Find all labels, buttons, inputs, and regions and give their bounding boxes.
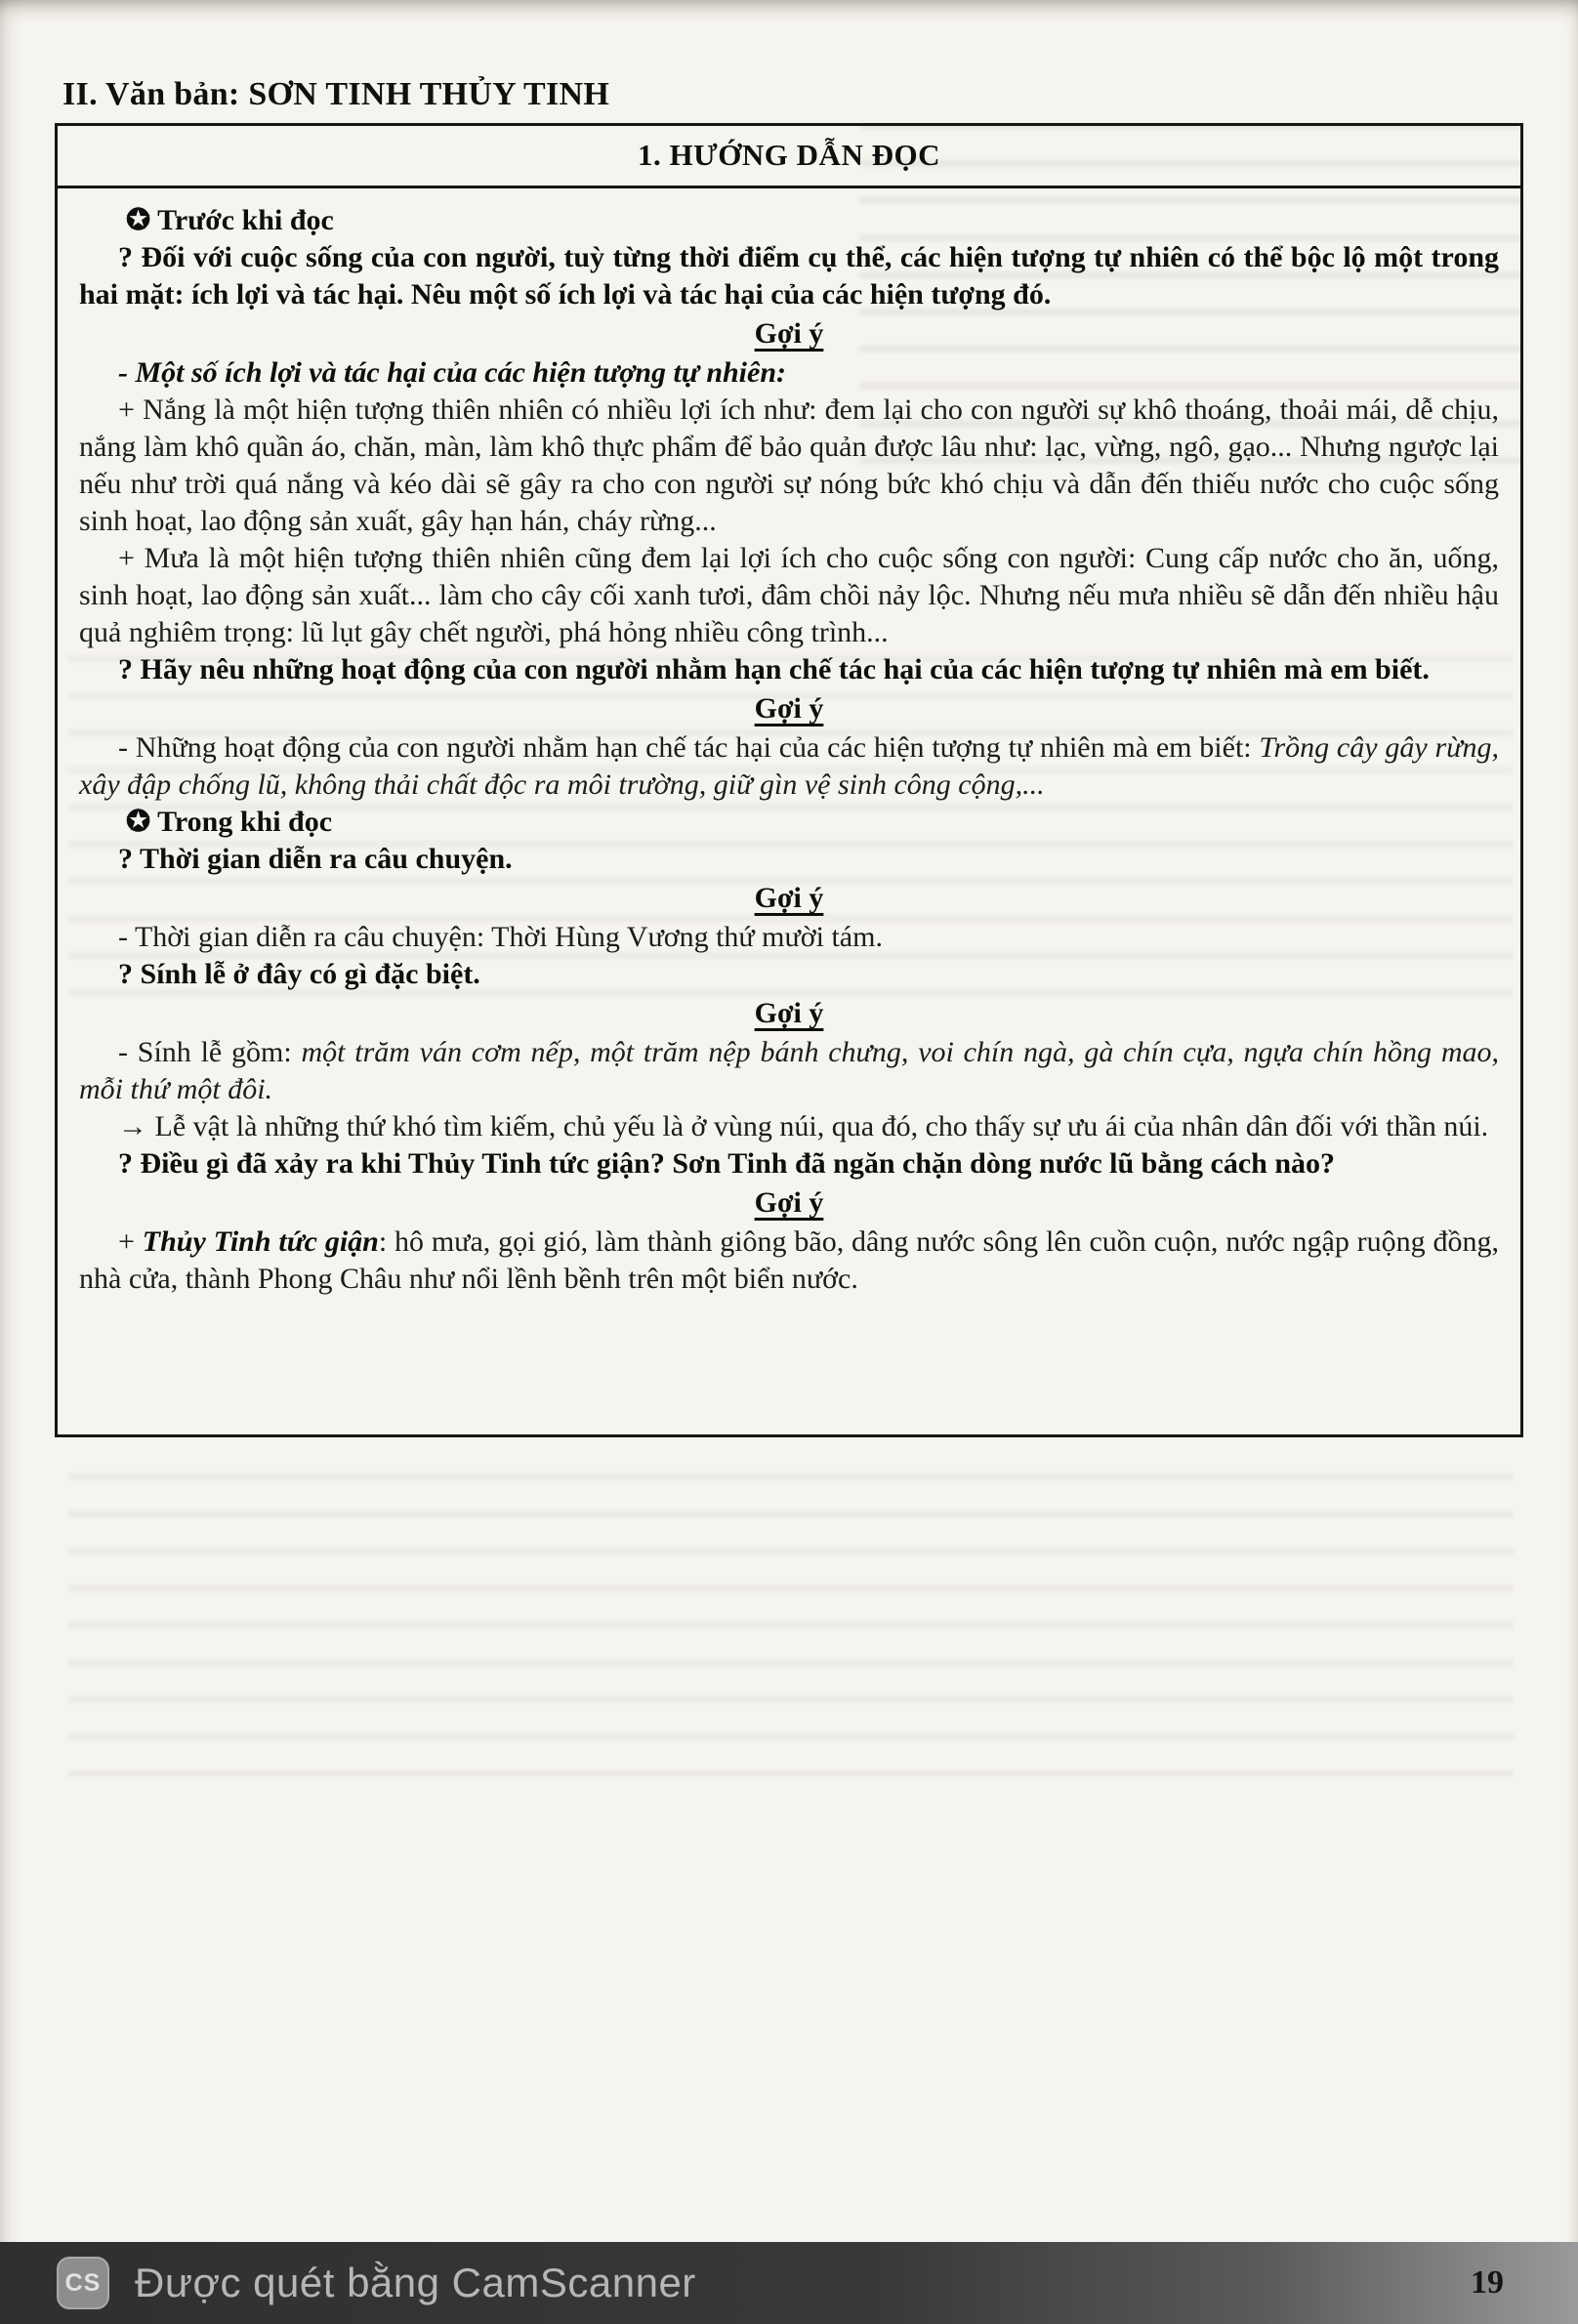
section-title: II. Văn bản: SƠN TINH THỦY TINH (62, 76, 610, 112)
answer-rest: : hô mưa, gọi gió, làm thành giông bão, dâng nước sông lên cuồn cuộn, nước ngập ruộng đồng, nhà cửa, thành Phong Châu như nổi lềnh bềnh trên một biển nước. (79, 1225, 1499, 1295)
answer-heading: - Một số ích lợi và tác hại của các hiện tượng tự nhiên: (118, 356, 787, 389)
answer-paragraph (79, 729, 1499, 804)
camscanner-bar (0, 2242, 1578, 2324)
answer-italic: một trăm ván cơm nếp, một trăm nệp bánh chưng, voi chín ngà, gà chín cựa, ngựa chín hồng mao, mỗi thứ một đôi. (79, 1036, 1499, 1105)
answer-paragraph (79, 1034, 1499, 1108)
hint-heading: Gợi ý (754, 882, 824, 914)
answer-lead: - Sính lễ gồm: (118, 1036, 302, 1068)
box-title: 1. HƯỚNG DẪN ĐỌC (58, 126, 1520, 188)
answer-lead: + (118, 1225, 143, 1258)
answer-italic: Trồng cây gây rừng, xây đập chống lũ, không thải chất độc ra môi trường, giữ gìn vệ sinh công cộng,... (79, 731, 1499, 801)
bleedthrough-texture (68, 1465, 1514, 1777)
during-reading-marker: ✪ Trong khi đọc (126, 806, 333, 838)
camscanner-watermark-text: Được quét bằng CamScanner (135, 2260, 696, 2305)
hint-heading: Gợi ý (754, 317, 824, 350)
question-paragraph: ? Sính lễ ở đây có gì đặc biệt. (118, 958, 480, 990)
camscanner-logo-icon: CS (57, 2257, 109, 2309)
answer-paragraph: + Nắng là một hiện tượng thiên nhiên có nhiều lợi ích như: đem lại cho con người sự khô thoáng, thoải mái, dễ chịu, nắng làm khô quần áo, chăn, màn, làm khô thực phẩm để bảo quản được lâu như: lạc, vừng, ngô, gạo... Nhưng ngược lại nếu như trời quá nắng và kéo dài sẽ gây ra cho con người sự nóng bức khó chịu và dẫn đến thiếu nước cho cuộc sống sinh hoạt, lao động sản xuất, gây hạn hán, cháy rừng... (79, 394, 1499, 537)
answer-term: Thủy Tinh tức giận (142, 1225, 379, 1258)
page-number: 19 (1471, 2264, 1504, 2301)
reading-guide-box (55, 123, 1523, 1437)
conclusion-paragraph: → Lễ vật là những thứ khó tìm kiếm, chủ yếu là ở vùng núi, qua đó, cho thấy sự ưu ái của nhân dân đối với thần núi. (118, 1110, 1489, 1142)
before-reading-marker: ✪ Trước khi đọc (126, 204, 334, 236)
hint-heading: Gợi ý (754, 1186, 824, 1219)
question-paragraph: ? Thời gian diễn ra câu chuyện. (118, 843, 513, 875)
question-paragraph: ? Hãy nêu những hoạt động của con người nhằm hạn chế tác hại của các hiện tượng tự nhiên mà em biết. (118, 653, 1430, 685)
answer-paragraph: - Thời gian diễn ra câu chuyện: Thời Hùng Vương thứ mười tám. (118, 921, 883, 953)
answer-paragraph (79, 1224, 1499, 1298)
guide-content (58, 188, 1520, 1323)
hint-heading: Gợi ý (754, 692, 824, 725)
hint-heading: Gợi ý (754, 997, 824, 1029)
question-paragraph: ? Đối với cuộc sống của con người, tuỳ từng thời điểm cụ thể, các hiện tượng tự nhiên có thể bộc lộ một trong hai mặt: ích lợi và tác hại. Nêu một số ích lợi và tác hại của các hiện tượng đó. (79, 241, 1499, 311)
answer-lead: - Những hoạt động của con người nhằm hạn chế tác hại của các hiện tượng tự nhiên mà em biết: (118, 731, 1260, 764)
answer-paragraph: + Mưa là một hiện tượng thiên nhiên cũng đem lại lợi ích cho cuộc sống con người: Cung cấp nước cho ăn, uống, sinh hoạt, lao động sản xuất... làm cho cây cối xanh tươi, đâm chồi nảy lộc. Nhưng nếu mưa nhiều sẽ dẫn đến nhiều hậu quả nghiêm trọng: lũ lụt gây chết người, phá hỏng nhiều công trình... (79, 542, 1499, 648)
question-paragraph: ? Điều gì đã xảy ra khi Thủy Tinh tức giận? Sơn Tinh đã ngăn chặn dòng nước lũ bằng cách nào? (118, 1147, 1336, 1180)
